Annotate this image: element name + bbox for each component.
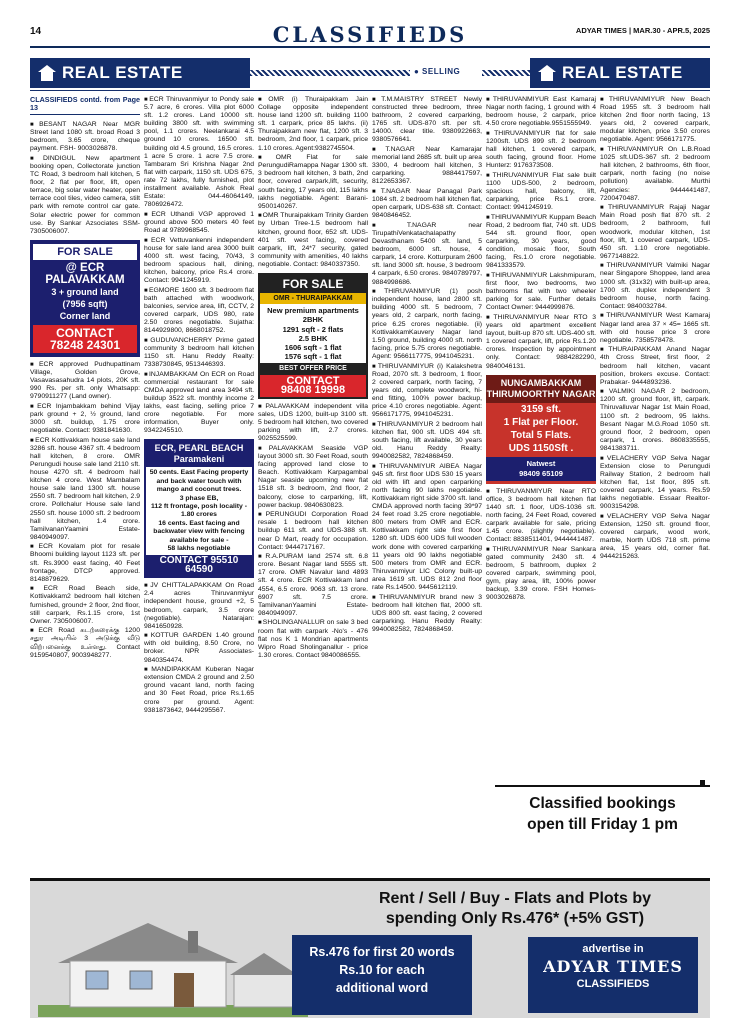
listing: ■ THIRUVANMIYUR East Kamaraj Nagar north facing, 1 ground with 4 bedroom house, 2 carpark, price 4.50 crore negotiable.9551555949.	[486, 96, 596, 128]
ad-heading: ECR, PEARL BEACH	[154, 443, 244, 454]
listing: ■ T.NAGAR near TirupathiVenkatachalapathy Devasthanam 5400 sft. land, 5 bedroom, 6000 sft. house, 4 carpark, 14 crore. Kotturpuram 2600 sft. land 3000 sft. house, 3 bedroom 4 carpark, 6.50 crores. 9840789797, 9884998686.	[372, 222, 482, 287]
display-ad-nungambakkam	[486, 375, 596, 484]
bookings-line-2: open till Friday 1 pm	[527, 816, 678, 833]
listing: ■ ECR Thiruvanmiyur to Pondy sale 5.7 acre, 6 crores. Villa plot 6000 sft. 1.2 crores. Land 10000 sft. building 3800 sft. with swimming pool, 1.1 crores. Neelankarai 4.5 ground 10 crores. 16500 sft. building old 4.5 ground, 16.5 crores. 1 acre 5 crore. 1 acre 7.5 crore. Tambaram Sri Krishna Nagar 2nd flat with carpark, 1150 sft. UDS 675, rate 72 lakhs, fully furnished, plot installment available. Ashok Real Estate: 044-46064149, 7806926472.	[144, 96, 254, 209]
advertise-section: CLASSIFIEDS	[576, 978, 650, 990]
promo-title-line-1: Rent / Sell / Buy - Flats and Plots by	[378, 890, 652, 907]
real-estate-banner-left	[30, 58, 250, 88]
section-banner	[30, 58, 710, 88]
listing: ■ GUDUVANCHERRY Prime gated community 3 bedroom hall kitchen 1150 sft. Hanu Reddy Realty: 7338730845, 9513446393.	[144, 337, 254, 369]
ad-line: New premium apartments	[267, 306, 359, 316]
listing: ■ PALAVAKKAM Seaside VGP layout 3000 sft. 30 Feet Road, south facing approved land close to Beach. Kottivakkam Karpagambal Nagar seaside upcoming new flat 1518 sft. 3 bedroom, 2nd floor, 2 balcony, close to carparking, lift, power backup. 9840630823.	[258, 445, 368, 510]
listing: ■ VELACHERY VGP Selva Nagar Extension close to Perungudi Railway Station, 2 bedroom hall kitchen flat, 1st floor, 895 sft. covered carpark, 14 years. Rs.59 lakhs negotiable. Essaar Realtor- 9003154298.	[600, 455, 710, 512]
advertise-brand: ADYAR TIMES	[543, 957, 683, 976]
rate-line: Rs.476 for first 20 words	[309, 945, 455, 959]
ad-line: PALAVAKKAM	[45, 273, 125, 286]
listing: ■ THIRUVANMIYUR Flat sale built 1100 UDS-500, 2 bedroom, spacious hall, balcony, lift, carparking, price Rs.1 crore. Contact: 9941245919.	[486, 172, 596, 212]
promo-title-line-2: spending Only Rs.476* (+5% GST)	[385, 910, 645, 927]
advertise-label: advertise in	[582, 943, 644, 955]
listing: ■ ECR Road கடற்கரைக்கு 1200 சதுர அடியில் 3 அடுக்கு வீடு விற்பனைக்கு உள்ளது. Contact 9159540807, 9003948277.	[30, 627, 140, 659]
ad-line: 1.80 crores	[181, 511, 217, 519]
listing: ■ BESANT NAGAR Near MGR Street land 1080 sft. broad Road 3 bedroom, 3.65 crore, cheque payment. FSH- 9003026878.	[30, 121, 140, 153]
listing: ■ ECR Vettuvankenni independent house for sale land area 3000 built 4000 sft. west facing, 70/43, 3 bedroom spacious hall, dining, kitchen, balcony, price Rs.4 crore. Contact: 9941245919.	[144, 237, 254, 286]
page-number: 14	[30, 26, 42, 37]
promo-title	[330, 889, 700, 929]
real-estate-label-right: REAL ESTATE	[562, 63, 683, 82]
listing: ■ T.NAGAR Near Kamarajar memorial land 2685 sft. built up area 3300, 4 bedroom hall kitchen, 3 carparking. 9884417597, 8122653367.	[372, 146, 482, 186]
bookings-notice	[495, 785, 710, 845]
ad-line: (7956 sqft)	[62, 298, 108, 309]
listing: ■ OMR Flat for sale PerungudiRamappa Nagar 1300 sft. 3 bedroom hall kitchen, 3 bath, 2nd floor, covered carpark,lift, security, south facing, 17 years old, 115 lakhs lakhs negotiable. Agent: Barani- 9500140267.	[258, 154, 368, 211]
listing: ■ SHOLINGANALLUR on sale 3 bed room flat with carpark -No's - 476 flat nos K 1 Mondrian apartments Wipro Road Sholinganallur - price 1.30 crores. Contact 9840086555.	[258, 619, 368, 659]
listing: ■ THIRUVANMIYUR Rajaji Nagar Main Road posh flat 870 sft. 2 bedroom, 2 bathroom, full woodwork, modular kitchen, 1st floor, lift, 1 covered carpark, UDS-450 sft. 1.10 crore negotiable. 9677148822.	[600, 204, 710, 261]
listing: ■ R.A.PURAM land 2574 sft. 6.8 crore. Besant Nagar land 5555 sft. 17 crore. OMR Navalur land 4893 sft. 4 crore. ECR Kottivakkam land 4554, 6.5 crore. 9063 sft. 13 crore. 6907 sft. 7.5 crore. TamilvananYaamini Estate-9840949097.	[258, 553, 368, 618]
ad-phone: 98408 19998	[280, 383, 346, 396]
column-3	[258, 96, 368, 838]
ad-contact-label: Natwest	[526, 458, 556, 468]
listing: ■ KOTTUR GARDEN 1.40 ground with old building, 8.50 Crore, no broker. NPR Associates- 9840354474.	[144, 632, 254, 664]
rate-line: additional word	[335, 981, 429, 995]
ad-line: Corner land	[59, 310, 111, 321]
ad-contact-label: CONTACT	[56, 325, 114, 340]
listing: ■ THIRUVANMIYUR On L.B.Road 1025 sft.UDS-367 sft. 2 bedroom hall kitchen, 2 bathrooms, 6th floor, carpark, north facing (no noise pollution) available. Murthi Agencies: 9444441487, 7200470487.	[600, 146, 710, 203]
advertise-box	[528, 937, 698, 1013]
real-estate-label-left: REAL ESTATE	[62, 63, 183, 82]
column-1	[30, 96, 140, 838]
ad-phone: CONTACT 95510 64590	[146, 555, 252, 576]
listing: ■ EGMORE 1600 sft. 3 bedroom flat bath attached with woodwork, balconies, service area, lift, CCTV, 2 covered carpark, UDS 980, rate 2.50 crores negotiable. Sujatha: 8144929800, 8668018752.	[144, 287, 254, 336]
column-2	[144, 96, 254, 838]
ad-phone: 98409 65109	[519, 468, 563, 478]
continued-note: CLASSIFIEDS contd. from Page 13	[30, 96, 140, 115]
bookings-line-1: Classified bookings	[529, 795, 676, 812]
house-icon	[38, 65, 56, 81]
column-6	[600, 96, 710, 838]
ad-line: Total 5 Flats.	[510, 429, 572, 441]
listing: ■ DINDIGUL New apartment booking open, Collectorate junction TC Road, 3 bedroom hall kitchen, 5 floor, 2 flat per floor, lift, open terrace, big solar water heater, open terrace cool tiles, video camera, stilt park with remote control car gate. Solar electric power for common use. By Sankar Azsociates SSM- 7305006007.	[30, 155, 140, 236]
listing: ■ THIRUVANMIYUR Valmiki Nagar near Singapore Shoppee, land area 1000 sft. (31x32) with built-up area, 1700 sft. duplex independent 3 bedroom house, north facing. Contact: 9840032784.	[600, 262, 710, 311]
listing: ■ PALAVAKKAM independent villa sales, UDS 1200, built-up 3100 sft. 5 bedroom hall kitchen, two covered parking with lift, 2.7 crores. 9025525599.	[258, 403, 368, 443]
listing: ■ JV CHITTALAPAKKAM On Road 2.4 acres Thiruvanmiyur independent house, ground +2, 5 bedroom, carpark, 3.5 crore (negotiable). Natarajan: 9841650928.	[144, 582, 254, 631]
ad-line: 16 cents. East facing and backwater view with fencing available for sale -	[153, 519, 245, 544]
promo-rates	[292, 935, 472, 1015]
listing: ■ T.NAGAR Near Panagal Park 1084 sft. 2 bedroom hall kitchen flat, open carpark, UDS-638 sft. Contact: 9840846452.	[372, 188, 482, 220]
listing: ■ THURAIPAKKAM Anand Nagar 4th Cross Street, first floor, 2 bedroom hall kitchen, vacant position, brokers excuse. Contact: Prabakar- 9444893236.	[600, 346, 710, 386]
listing: ■ THIRUVANMIYUR AIBEA Nagar 945 sft. first floor UDS 530 15 years old with lift and open carparking north facing 90 lakhs negotiable. Kottivakkam right side 3700 sft. land CMDA approved north facing 39*97 24 feet road 3.25 crore negotiable, 800 meters from OMR and ECR. Kottivakkam right side first floor 1280 sft. UDS 600 UDS full wooden work done with covered carparking 11 years old 90 lakhs negotiable 500 meters from OMR and ECR. Thiruvanmiyur LIC Colony built-up area 1619 sft. UDS 812 2nd floor rate Rs.14500. 9445612119.	[372, 463, 482, 593]
promo-banner	[30, 878, 710, 1018]
listing: ■ ECR Kovalam plot for resale Bhoomi building layout 1123 sft. per sft. Rs.3900 east facing, 40 Feet frontage, DTCP approved. 8148879629.	[30, 543, 140, 583]
listing: ■ VELACHERY VGP Selva Nagar Extension, 1250 sft. ground floor, covered carpark, wood work, marble, North UDS 718 sft. prime area, 15 years old, corner flat. 9444215263.	[600, 513, 710, 562]
ad-line: @ ECR	[65, 261, 105, 274]
ad-line: 112 ft frontage, posh locality -	[151, 502, 247, 510]
ad-subheading: OMR - THURAIPAKKAM	[260, 293, 366, 304]
listing: ■ THIRUVANMIYUR West Kamaraj Nagar land area 37 × 45= 1665 sft. with old house price 3 crore negotiable. 7358578478.	[600, 312, 710, 344]
banner-stripe-right	[482, 70, 530, 76]
page-header	[30, 22, 710, 48]
ad-line: 3 + ground land	[51, 286, 119, 297]
listing: ■ THIRUVANMIYUR Near RTO 3 years old apartment excellent layout, built-up 870 sft. UDS-400 sft. 1 covered carpark, lift, price Rs.1.20 crores. Inspection by appointment only. Contact: 9884282290, 9840046131.	[486, 314, 596, 371]
ad-line: 3159 sft.	[520, 403, 562, 415]
ad-phone: 78248 24301	[49, 337, 121, 352]
ad-line: 1291 sqft - 2 flats	[282, 324, 344, 334]
house-icon	[538, 65, 556, 81]
banner-divider	[30, 90, 710, 91]
ad-heading: FOR SALE	[260, 275, 366, 293]
real-estate-banner-right	[530, 58, 710, 88]
house-illustration	[38, 913, 308, 1017]
column-5	[486, 96, 596, 838]
selling-label: ● SELLING	[414, 67, 461, 76]
listing: ■ VALMIKI NAGAR 2 bedroom, 1200 sft. ground floor, lift, carpark. Thiruvalluvar Nagar 1st Main Road, 1100 sft. 2 bedroom, 95 lakhs. Besant Nagar M.G.Road 1050 sft. ground floor, 2 bedroom, open carpark, 1 crores. 8608335555, 9841383711.	[600, 388, 710, 453]
listing: ■ THIRUVANMIYUR Near Sankara gated community 2430 sft. 4 bedroom, 5 bathroom, duplex 2 covered carpark, swimming pool, gym, play area, lift, 100% power backup, 3.39 crore. FSH Homes- 9003026878.	[486, 546, 596, 603]
listing: ■ THIRUVANMIYUR (1) posh independent house, land 2800 sft. building 4000 sft. 5 bedroom, 7 years old, 2 carpark, north facing, price 6.25 crores negotiable. (ii) KottivakkamKauvery Nagar land 1.50 ground, building 4000 sft. north facing, price 5.75 crores negotiable. Agent: 9566117775, 9941045231.	[372, 288, 482, 361]
ad-line: 3 phase EB,	[179, 494, 219, 502]
rate-line: Rs.10 for each	[339, 963, 425, 977]
listing: ■ OMR Thuraipakkam Trinity Garden by Urban Tree-1.5 bedroom hall kitchen, ground floor, 652 sft. UDS-401 sft. west facing, covered carpark, lift, 24*7 security, gated community with amenities, 40 lakhs negotiable. Contact: 9840337350.	[258, 212, 368, 269]
ad-subheading: THIRUMOORTHY NAGAR	[486, 388, 596, 399]
column-4	[372, 96, 482, 838]
listing: ■ INJAMBAKKAM On ECR on Road commercial restaurant for sale CMDA approved land area 3494 sft. buildup 3522 sft. monthly income 2 lakhs, east facing, selling price 7 crore negotiable. For more information, Buyer only. 9342245510.	[144, 371, 254, 436]
listing: ■ ECR Road Beach side, Kottivakkam2 bedroom hall kitchen furnished, ground+ 2 floor, 2nd floor, still carpark, Rs.1.15 crore, 1st Owner. 7305006007.	[30, 585, 140, 625]
listing: ■ THIRUVANMIYUR (i) Kalakshetra Road, 2070 sft. 3 bedroom, 1 floor, 2 covered carpark, north facing, 7 years old, complete woodwork, hi-end fitting, 100% power backup, price 4.10 crores negotiable. Agent: 9566171775, 9941045231.	[372, 363, 482, 420]
ad-contact-label: CONTACT	[286, 374, 340, 387]
ad-line: 2.5 BHK	[298, 333, 328, 343]
display-ad-omr-thuraipakkam	[258, 273, 368, 399]
listing: ■ THIRUVANMIYUR 2 bedroom hall kitchen flat, 900 sft. UDS 494 sft. south facing, lift available, 30 years old. Hanu Reddy Realty: 9940082582, 7824868459.	[372, 421, 482, 461]
display-ad-pearl-beach	[144, 439, 254, 578]
listing: ■ ECR Uthandi VGP approved 1 ground above 500 meters 40 feet Road at 9789968545.	[144, 211, 254, 235]
listing: ■ THIRUVANMIYUR Lakshmipuram, first floor, two bedrooms, two bathrooms flat with two wheeler parking for sale. Further details Contact Owner: 9444999876.	[486, 272, 596, 312]
display-ad-ecr-palavakkam	[30, 240, 140, 357]
ad-line: 1606 sqft - 1 flat	[284, 342, 342, 352]
listing: ■ THIRUVANMIYUR flat for sale 1200sft. UDS 899 sft. 2 bedroom hall kitchen, 1 covered carpark, south facing, ground floor. Home Hunterz: 9176373508.	[486, 130, 596, 170]
listing: ■ PERUNGUDI Corporation Road resale 1 bedroom hall kitchen buildup 611 sft. and UDS-388 sft. near D Mart, ready for occupation. Contact: 9444717167.	[258, 511, 368, 551]
ad-heading: NUNGAMBAKKAM	[500, 377, 582, 388]
ad-line: 1576 sqft - 1 flat	[284, 352, 342, 362]
listing: ■ THIRUVANMIYUR Kuppam Beach Road, 2 bedroom flat, 740 sft. UDS 544 sft. ground floor, open carparking, 30 years, good condition, mosaic floor, South facing, Rs.1.0 crore negotiable. 9841333579.	[486, 214, 596, 271]
listing: ■ THIRUVANMIYUR Near RTO office, 3 bedroom hall kitchen flat 1440 sft. 1 floor, UDS-1036 sft. north facing, 24 Feet Road, covered carpark available for sale, pricing 1.45 crore. (slightly negotiable). Contact: 8838511401, 9444441487.	[486, 488, 596, 545]
banner-stripe-left	[250, 70, 410, 76]
listing: ■ ECR Injambakkam behind Vijay park ground + 2, ½ ground, land 3000 sft. buildup, 1.75 crore negotiable. Contact: 9381841630.	[30, 403, 140, 435]
listing: ■ THIRUVANMIYUR brand new 3 bedroom hall kitchen flat, 2000 sft. UDS 800 sft. east facing, 2 covered carparking. Hanu Reddy Realty: 9940082582, 7824868459.	[372, 594, 482, 634]
ad-heading: FOR SALE	[33, 244, 137, 260]
listing: ■ MANDIPAKKAM Kuberan Nagar extension CMDA 2 ground and 2.50 ground vacant land, north facing and 30 Feet Road, price Rs.1.65 crore per ground. Agent: 9381873642, 9444295567.	[144, 666, 254, 715]
section-brand: CLASSIFIEDS	[272, 22, 468, 47]
ad-line: 1 Flat per Floor.	[503, 416, 579, 428]
listing: ■ OMR (i) Thuraipakkam Jain Collage opposite independent house land 1200 sft. building 1100 sft. 1 carpark, price 85 lakhs. (ii) Thuraipakkam new flat, 1200 sft. 3 bedroom, 2nd floor, 1 carpark, price 1.10 crores. Agent:9382745504.	[258, 96, 368, 153]
listing: ■ T.M.MAISTRY STREET Newly constructed three bedroom, three bathroom, 2 covered carparking, 1765 sft. UDS-870 sft. per sft. 14000. clear title. 9380922663, 9380576641.	[372, 96, 482, 145]
ad-line: 50 cents. East Facing property and back water touch with mango and coconut trees.	[149, 469, 249, 494]
ad-offer: BEST OFFER PRICE	[260, 363, 366, 374]
listing: ■ THIRUVANMIYUR New Beach Road 1955 sft. 3 bedroom hall kitchen 2nd floor north facing, 13 years old, 2 covered carpark, modular kitchen, price 3.50 crores negotiable. Agent: 9566171775.	[600, 96, 710, 145]
ad-line: 2BHK	[302, 315, 324, 325]
ad-line: UDS 1150Sft .	[508, 442, 574, 454]
issue-date: ADYAR TIMES | MAR.30 - APR.5, 2025	[575, 26, 710, 35]
ad-subheading: Paramakeni	[173, 454, 225, 465]
listing: ■ ECR Kottivakkam house sale land 3286 sft. house 4367 sft. 4 bedroom hall kitchen, 8 crore. OMR Perungudi house sale land 2110 sft. house 4270 sft. 4 bedroom hall kitchen 4 crore. West Mambalam house sale land 1300 sft. house 2550 sft. 7 bedroom hall kitchen, 2.9 crore. Pollchalur House sale land 2550 sft. house 1000 sft. 2 bedroom hall kitchen, 1.4 crore. TamilvananYaamini Estate-9840949097.	[30, 437, 140, 542]
ad-line: 58 lakhs negotiable	[167, 545, 231, 552]
listing: ■ ECR approved Pudhupattinam Village, Golden Grove, Vasavasasahudra 14 plots, 20K sft. 990 Rs. per sft. only Whatsapp: 9790911277 (Land owner).	[30, 361, 140, 401]
